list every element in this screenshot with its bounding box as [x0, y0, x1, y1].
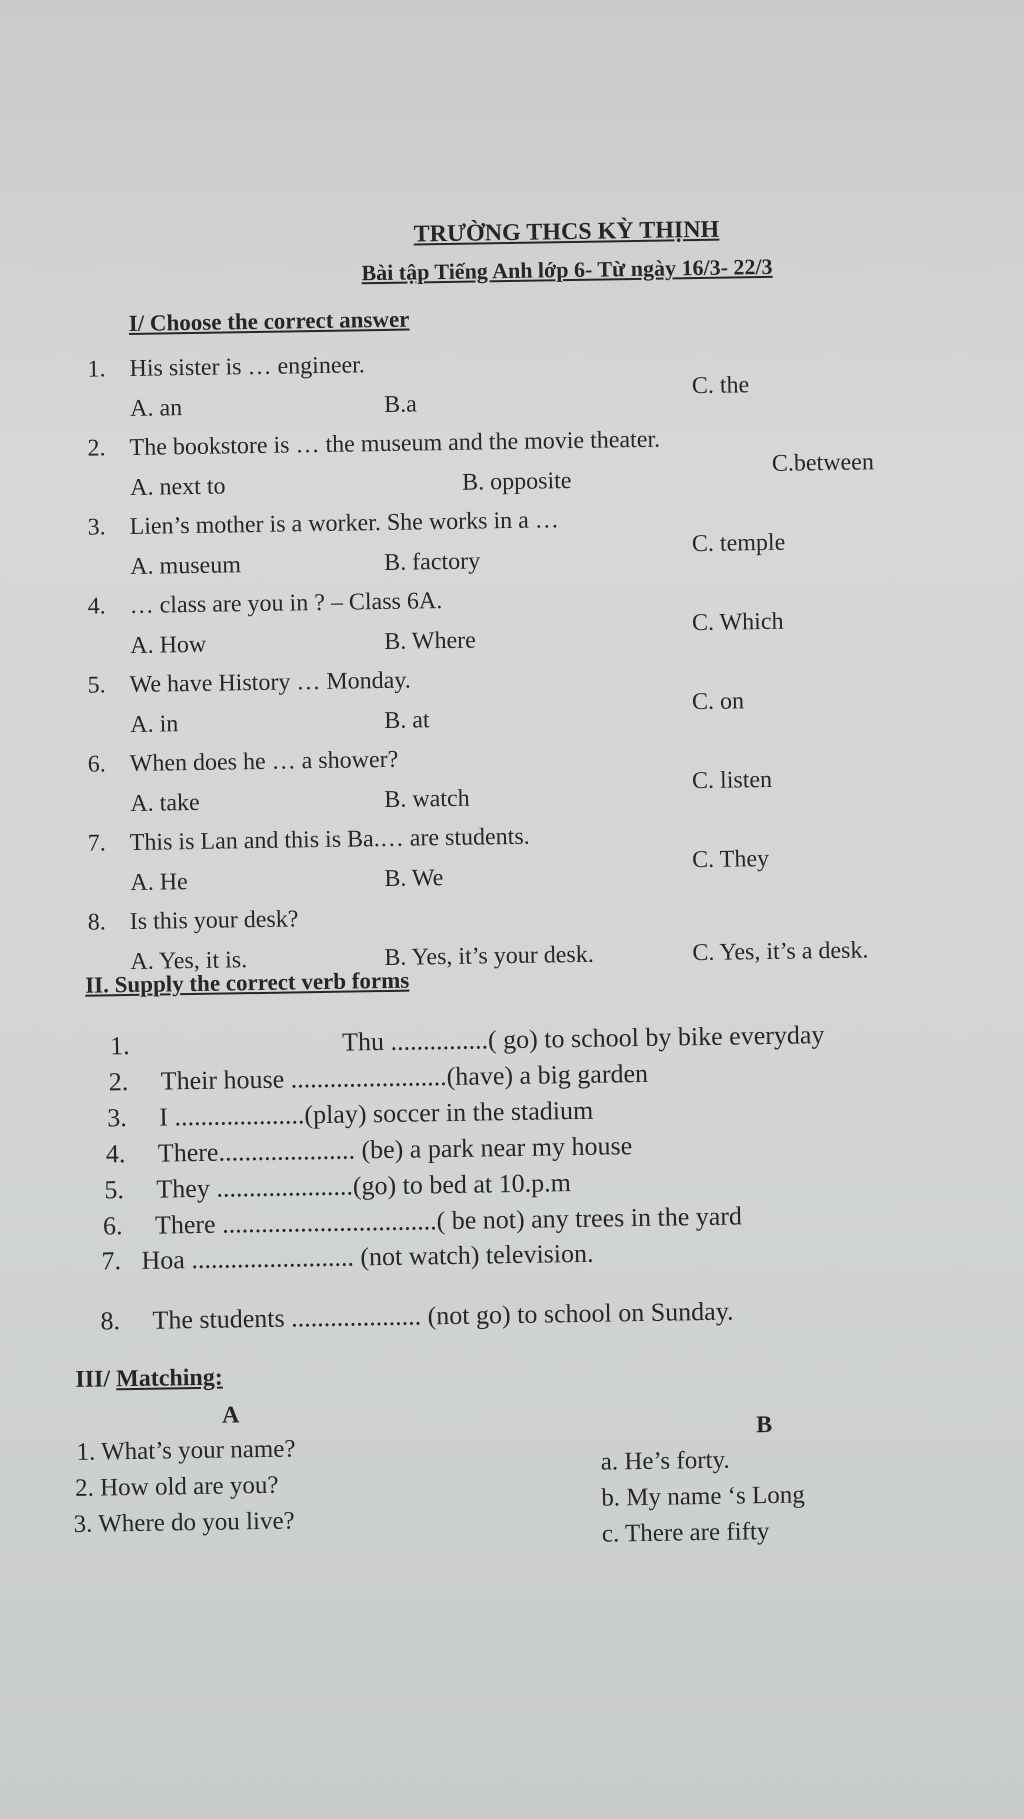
match-a-item: 1. What’s your name? [76, 1435, 296, 1466]
column-b-header: B [755, 1411, 773, 1439]
verb-item: 5. They .....................(go) to bed at 10.p.m [104, 1168, 572, 1205]
section-2-title: II. Supply the correct verb forms [85, 967, 410, 998]
school-name: TRƯỜNG THCS KỲ THỊNH [413, 216, 720, 248]
question-text: 5. We have History … Monday. [87, 667, 411, 699]
option-c: C.between [771, 449, 875, 477]
verb-item: 7. Hoa ......................... (not watch) television. [101, 1238, 594, 1276]
option-b: B. opposite [461, 468, 572, 496]
verb-item: 4. There..................... (be) a park near my house [105, 1131, 633, 1169]
verb-item: 2. Their house ........................(have) a big garden [108, 1058, 649, 1097]
verb-item: 8. The students .................... (not go) to school on Sunday. [100, 1296, 734, 1336]
option-c: C. Yes, it’s a desk. [692, 937, 869, 967]
match-b-item: a. He’s forty. [600, 1446, 730, 1476]
option-b: B. Yes, it’s your desk. [384, 941, 594, 972]
match-b-item: c. There are fifty [601, 1518, 770, 1548]
verb-item: 1. Thu ...............( go) to school by bike everyday [109, 1020, 825, 1061]
option-c: C. They [691, 845, 770, 874]
option-a: A. He [130, 869, 188, 896]
option-b: B. at [384, 707, 430, 734]
worksheet-subtitle: Bài tập Tiếng Anh lớp 6- Từ ngày 16/3- 22/3 [361, 253, 773, 286]
column-a-header: A [221, 1402, 240, 1429]
section-3-title: III/ Matching: [75, 1364, 223, 1393]
match-a-item: 3. Where do you live? [73, 1507, 295, 1538]
verb-item: 3. I ....................(play) soccer in the stadium [107, 1095, 594, 1133]
option-c: C. Which [691, 608, 784, 637]
option-c: C. on [691, 688, 745, 716]
option-a: A. museum [130, 552, 242, 580]
option-c: C. listen [691, 766, 773, 795]
option-b: B. factory [383, 548, 481, 576]
match-a-item: 2. How old are you? [74, 1471, 279, 1502]
option-a: A. Yes, it is. [130, 947, 248, 975]
question-text: 7. This is Lan and this is Ba.… are students. [87, 823, 530, 857]
question-text: 6. When does he … a shower? [87, 746, 399, 778]
option-b: B.a [383, 391, 417, 418]
option-a: A. take [130, 789, 200, 817]
option-a: A. How [130, 631, 207, 659]
question-text: 4. … class are you in ? – Class 6A. [87, 588, 443, 620]
option-c: C. the [691, 372, 750, 400]
verb-item: 6. There .................................( be not) any trees in the yard [102, 1201, 743, 1241]
option-a: A. next to [129, 473, 226, 501]
question-text: 3. Lien’s mother is a worker. She works in a … [87, 507, 560, 541]
option-b: B. watch [384, 785, 470, 813]
question-text: 8. Is this your desk? [87, 906, 299, 936]
option-b: B. Where [384, 627, 476, 655]
question-text: 2. The bookstore is … the museum and the movie theater. [87, 426, 661, 462]
option-a: A. in [130, 711, 179, 738]
option-b: B. We [384, 865, 444, 892]
question-text: 1. His sister is … engineer. [87, 352, 366, 383]
option-c: C. temple [691, 529, 786, 558]
option-a: A. an [129, 395, 183, 422]
match-b-item: b. My name ‘s Long [601, 1481, 805, 1512]
section-1-title: I/ Choose the correct answer [128, 306, 410, 336]
